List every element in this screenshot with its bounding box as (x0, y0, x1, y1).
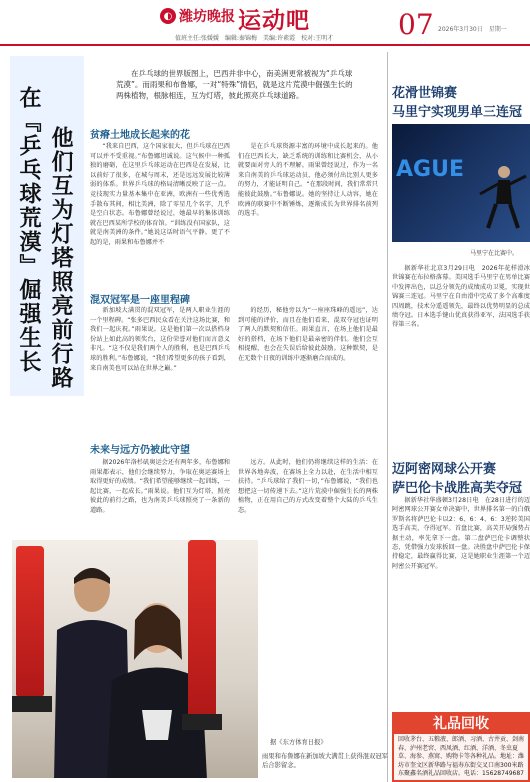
trophy-base-right (182, 714, 222, 730)
ad-body: 回收茅台、五粮液、郎酒、习酒、古井贡、剑南春、泸州老窖、西凤酒、红酒、洋酒、冬虫夏草、海参、燕窝、购物卡等各种礼品。地址：潍坊市奎文区新华路与福寿东街交叉口南300米路东聚鑫名酒礼品回收店。电话：15628749687 (398, 736, 525, 778)
issue-date: 2026年3月30日 星期一 (438, 26, 507, 33)
logo-icon: ◐ (160, 8, 176, 24)
gift-recycling-ad (392, 712, 530, 782)
right-title-1: 花滑世锦赛 (392, 86, 458, 101)
body-text: 的经历，秘他旁以为“一座座珠峰的遥远”，达到可能的评价，而且在他们看来，混双夺冠也证明了两人的默契和信任。雨果直言，在场上他们是最好的搭档，在场下他们是最亲密的伴侣。他们会互相提醒，也会在失误后给彼此鼓励。这种默契，是在无数个日夜的训练中逐渐磨合而成的。 (238, 307, 378, 362)
body-text: 是在乒乓球资源丰富的环境中成长起来的。他们在巴西长大，缺乏系统的训练和比赛机会，从小就要面对旁人的不理解。雨果曾经说过，作为一名来自南美的乒乓球运动员，他必须付出比别人更多的努力，才能证明自己。“在那段时间，我们常常只能彼此鼓励。”布鲁娜说。她的坚持让人动容，她在欧洲的联赛中不断锤炼，逐渐成长为世界排名前列的选手。 (238, 143, 378, 218)
trophy-base-left (12, 696, 52, 712)
body-text: “我来自巴西，这个国家很大，但乒乓球在巴西可以并不受重视。”布鲁娜坦诚说。这气候中一种孤独的磨砺，在这里乒乓球运动在巴西是在发展，比以前好了很多，在城与周末，还是远远发展比较薄弱的体系。世界乒乓球的格局清晰反映了这一点。竞技现实力量基本集中在亚洲，欧洲有一些优秀选手散布其间，相比美洲，除了零星几个名字，几乎是空白状态。布鲁娜曾经说过，她最早的集体训练就在巴西某所学校的体育馆。“训练没有国家队，这就是南美洲的条件。”她说这话时语气平静。更了不起的是，雨果和布鲁娜并不 (90, 143, 230, 246)
staff-credits: 值班主任:张媛媛 编辑:秦锦梅 美编:许素霞 校对:王明才 (175, 35, 334, 42)
section-heading-2: 混双冠军是一座里程碑 (90, 295, 190, 306)
section-title: 运动吧 (238, 8, 310, 34)
page-number: 07 (398, 8, 434, 41)
masthead (0, 0, 530, 46)
body-column-2 (238, 142, 378, 282)
column-divider (387, 52, 388, 782)
news-malinin (392, 264, 530, 452)
body-column-5 (90, 458, 230, 534)
skater-figure (392, 124, 530, 242)
trophy-left (16, 546, 44, 696)
news-text: 据新华社北京3月29日电 2026年花样滑冰世锦赛在布拉格落幕。美国选手马里宁在男单比赛中发挥出色，以总分领先的成绩成功卫冕，实现世锦赛三连冠。马里宁在自由滑中完成了多个高难度四周跳，技术分遥遥领先，最终以优势明显的总成绩夺冠。日本选手键山优真获得亚军，法国选手获得第三名。 (392, 265, 530, 329)
news-sabalenka (392, 496, 530, 706)
photo-caption: 雨果和布鲁娜在新加坡大满贯上获得混双冠军后合影留念。 (262, 753, 388, 769)
section-heading-1: 贫瘠土地成长起来的花 (90, 130, 190, 141)
paper-logo (160, 5, 235, 27)
section-heading-3: 未来与远方仍被此守望 (90, 445, 190, 456)
body-text: 新加坡大满贯的混双冠军，是两人职业生涯的一个里程碑。“张多巴西民众看在关注这场比赛，和我们一起庆祝。”雨果说。这是他们第一次以搭档身份站上如此高的领奖台，这份荣誉对他们而言意义非凡。“这不仅是我们两个人的胜利，也是巴西乒乓球的胜利。”布鲁娜说，“我们希望更多的孩子看到，来自南美也可以站在世界之巅。” (90, 307, 230, 372)
players-photo (12, 540, 258, 778)
news-text: 据新华社华盛顿3月28日电 在28日进行的迈阿密网球公开赛女单决赛中，世界排名第一的白俄罗斯名将萨巴伦卡以2：6、6：4、6：3逆转美国选手高芙，夺得冠军。首盘比赛，高芙开局强势占据主动，率先拿下一盘。第二盘萨巴伦卡调整状态，凭借强力发球扳回一盘。决胜盘中萨巴伦卡保持稳定，最终赢得比赛，这是她职业生涯第一个迈阿密公开赛冠军。 (392, 497, 530, 570)
lead-paragraph: 在乒乓球的世界版图上，巴西并非中心，南美洲更常被视为“乒乓球荒漠”。而雨果和布鲁娜，一对“特殊”情侣，就是这片荒漠中倔强生长的两株植物，根脉相连，互为灯塔，彼此照亮乒乓球道路。 (116, 69, 353, 100)
photo-source: 据《东方体育日报》 (270, 739, 327, 746)
ad-title: 礼品回收 (394, 714, 528, 734)
right-title-4: 萨巴伦卡战胜高芙夺冠 (392, 481, 523, 496)
body-column-6 (238, 458, 378, 728)
body-column-3 (90, 306, 230, 434)
right-title-3: 迈阿密网球公开赛 (392, 462, 497, 477)
skater-caption: 马里宁在比赛中。 (470, 250, 519, 257)
headline-line1 (14, 86, 44, 406)
body-text: 据2026年洛杉矶奥运会还有两年多，布鲁娜和雨果都表示，他们会继续努力，争取在奥运赛场上取得更好的成绩。“我们希望能够继续一起训练，一起比赛，一起成长。”雨果说。他们互为灯塔，照亮彼此的前行之路，也为南美乒乓球照亮了一条新的道路。 (90, 459, 230, 514)
headline-text-1: 在『乒乓球荒漠』倔强生长 (16, 86, 42, 374)
paper-name: 潍坊晚报 (179, 9, 235, 25)
headline-line2 (46, 126, 76, 456)
headline-text-2: 他们互为灯塔照亮前行路 (48, 126, 74, 390)
trophy-right (188, 540, 216, 715)
right-title-2: 马里宁实现男单三连冠 (392, 105, 523, 120)
skater-photo (392, 124, 530, 242)
body-text: 远方。从此时，他们仍将继续这样的生活：在世界各地奔波，在赛场上全力以赴，在生活中相互扶持。“乒乓球给了我们一切，”布鲁娜说，“我们也想把这一切传递下去。”这片荒漠中倔强生长的两株植物，正在用自己的方式改变着整个大陆的乒乓生态。 (238, 459, 378, 514)
svg-text:AGUE: AGUE (396, 157, 464, 182)
body-column-4 (238, 306, 378, 434)
body-column-1 (90, 142, 230, 282)
